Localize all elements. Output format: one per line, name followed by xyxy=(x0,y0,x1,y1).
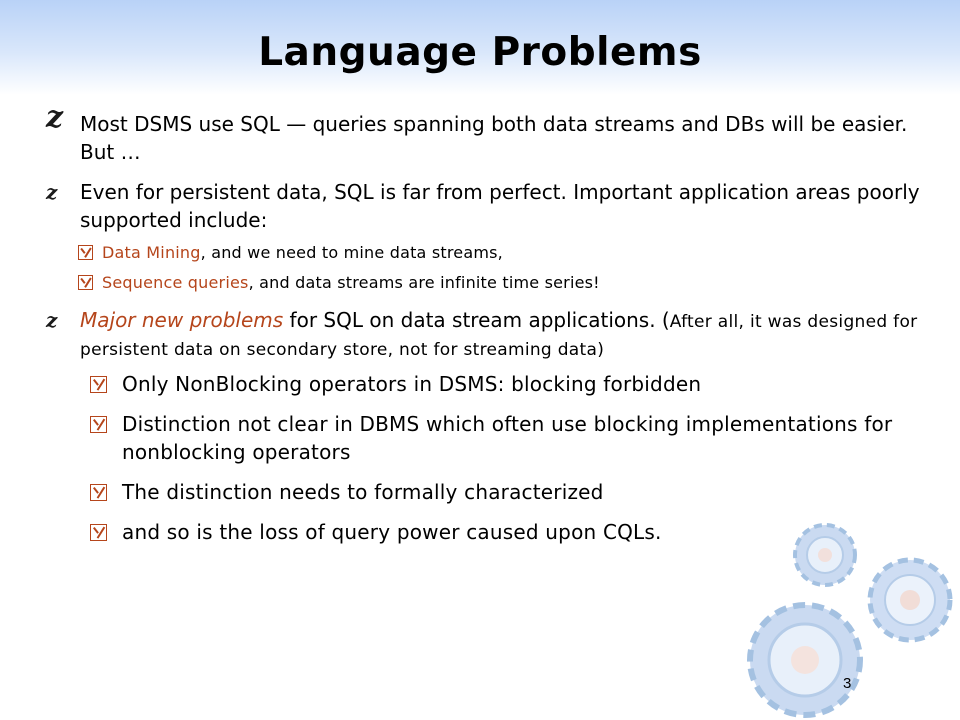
sub-text: , and data streams are infinite time series! xyxy=(248,273,600,292)
sub-text: The distinction needs to formally characterized xyxy=(122,480,604,504)
sub-bullet-data-mining xyxy=(44,240,924,266)
bullet-3-highlight: Major new problems xyxy=(80,308,284,332)
bullet-2-sublist xyxy=(44,240,924,296)
checkbox-bullet-icon xyxy=(90,376,107,393)
sub-highlight: Data Mining xyxy=(102,243,201,262)
checkbox-bullet-icon xyxy=(90,524,107,541)
checkbox-bullet-icon xyxy=(78,275,93,290)
bullet-2-text: Even for persistent data, SQL is far from perfect. Important application areas poorly supported include: xyxy=(80,180,920,232)
z-bullet-icon: z xyxy=(46,308,58,332)
z-bullet-icon: z xyxy=(46,180,58,204)
sub-text: Distinction not clear in DBMS which often use blocking implementations for nonblocking operators xyxy=(122,412,893,464)
checkbox-bullet-icon xyxy=(90,416,107,433)
sub-text: , and we need to mine data streams, xyxy=(200,243,503,262)
sub-text: and so is the loss of query power caused upon CQLs. xyxy=(122,520,662,544)
sub-bullet-formal xyxy=(44,478,924,506)
bullet-3-tail: After all, it was designed for persistent data on secondary store, not for streaming data) xyxy=(80,312,918,360)
sub-bullet-nonblocking xyxy=(44,370,924,398)
slide-body xyxy=(44,100,924,558)
checkbox-bullet-icon xyxy=(90,484,107,501)
checkbox-bullet-icon xyxy=(78,245,93,260)
sub-bullet-distinction xyxy=(44,410,924,466)
slide-title: Language Problems xyxy=(258,30,702,75)
bullet-1-text: Most DSMS use SQL — queries spanning both data streams and DBs will be easier. But … xyxy=(80,112,908,164)
page-number: 3 xyxy=(843,675,852,692)
sub-text: Only NonBlocking operators in DSMS: blocking forbidden xyxy=(122,372,702,396)
bullet-2 xyxy=(44,178,924,234)
gears-icon xyxy=(745,515,960,720)
sub-highlight: Sequence queries xyxy=(102,273,249,292)
bullet-3 xyxy=(44,306,924,362)
bullet-1 xyxy=(44,100,924,166)
z-bullet-icon: z xyxy=(46,100,64,135)
bullet-3-text: for SQL on data stream applications. ( xyxy=(283,308,670,332)
sub-bullet-sequence-queries xyxy=(44,270,924,296)
